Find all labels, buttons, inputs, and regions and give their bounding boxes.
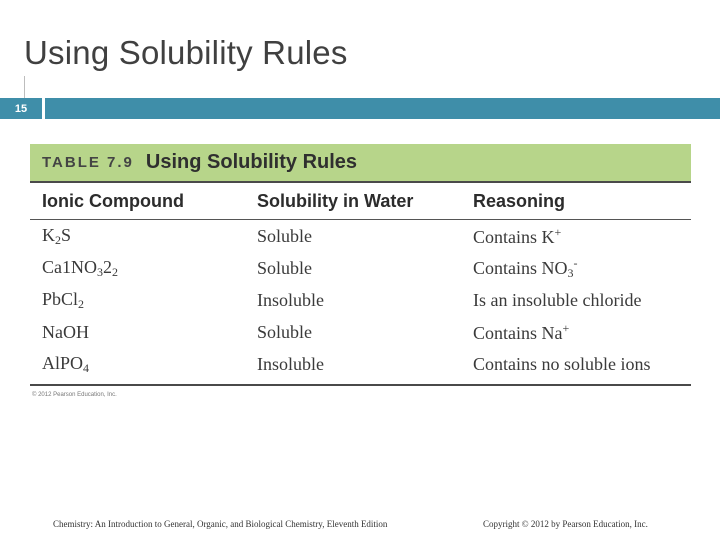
column-headers [30,183,691,220]
cell-compound: $Ca1NO_32_2$ [42,256,118,279]
column-header-reasoning: Reasoning [473,190,566,211]
cell-reasoning: Is an insoluble chloride [473,289,642,310]
table-row [30,284,691,316]
slide-title: Using Solubility Rules [24,34,348,71]
table-row [30,348,691,380]
cell-compound: $K_2S$ [42,224,72,247]
table-number: TABLE 7.9 [42,154,134,171]
cell-reasoning: Contains $NO_3^-$ [473,255,578,280]
column-header-solubility: Solubility in Water [257,190,414,211]
footer-book-title: Chemistry: An Introduction to General, Organic, and Biological Chemistry, Eleventh Edition [53,519,388,529]
cell-reasoning: Contains Na+ [473,320,570,343]
cell-solubility: Soluble [257,257,313,278]
table-credit: © 2012 Pearson Education, Inc. [32,392,117,398]
footer-copyright: Copyright © 2012 by Pearson Education, Inc. [483,519,648,529]
cell-solubility: Soluble [257,321,313,342]
cell-solubility: Soluble [257,225,313,246]
title-divider [24,76,25,98]
table-row [30,252,691,284]
header-bar [45,98,720,119]
table-header [30,144,691,183]
page-number-badge: 15 [0,98,42,119]
cell-compound: NaOH [42,321,89,342]
table-bottom-rule [30,384,691,386]
cell-compound: PbCl$_2$ [42,288,85,311]
cell-compound: AlPO$_4$ [42,352,90,375]
solubility-table [30,144,691,398]
table-row [30,220,691,252]
table-caption: Using Solubility Rules [145,151,358,173]
cell-solubility: Insoluble [257,353,324,374]
cell-solubility: Insoluble [257,289,324,310]
table-body [30,220,691,380]
cell-reasoning: Contains no soluble ions [473,353,651,374]
table-row [30,316,691,348]
cell-reasoning: Contains K+ [473,224,562,247]
column-header-compound: Ionic Compound [42,190,184,211]
